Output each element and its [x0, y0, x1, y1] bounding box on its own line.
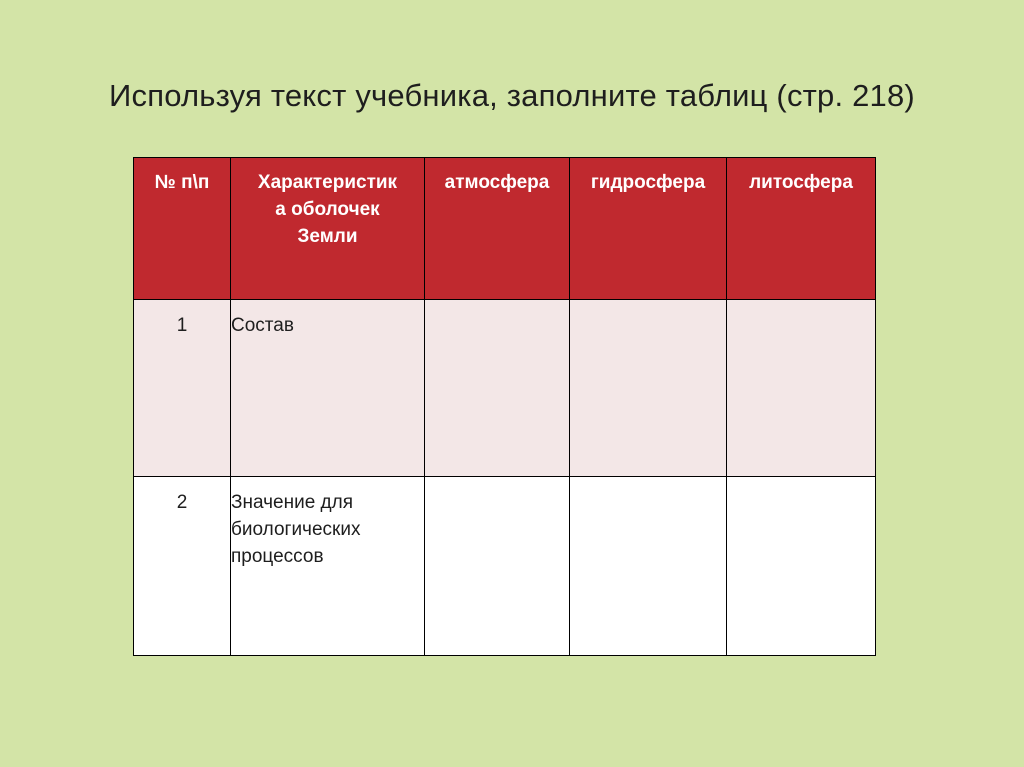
header-characteristic-line: Характеристик: [257, 172, 398, 193]
cell-characteristic-line: биологических: [231, 519, 361, 540]
data-table: [133, 157, 876, 656]
cell-hydrosphere[interactable]: [570, 477, 727, 656]
cell-hydrosphere[interactable]: [570, 300, 727, 477]
cell-atmosphere[interactable]: [425, 300, 570, 477]
header-characteristic: [231, 158, 425, 300]
cell-characteristic: [231, 477, 425, 656]
table-header-row: [134, 158, 876, 300]
cell-characteristic: Состав: [231, 300, 425, 477]
cell-characteristic-line: Значение для: [231, 492, 353, 513]
header-characteristic-line: а оболочек: [275, 199, 380, 220]
header-characteristic-line: Земли: [297, 226, 358, 247]
table-row: [134, 477, 876, 656]
header-lithosphere: литосфера: [727, 158, 876, 300]
cell-atmosphere[interactable]: [425, 477, 570, 656]
header-atmosphere: атмосфера: [425, 158, 570, 300]
cell-characteristic-line: процессов: [231, 546, 324, 567]
slide-title: Используя текст учебника, заполните таблиц (стр. 218): [109, 78, 915, 113]
cell-lithosphere[interactable]: [727, 477, 876, 656]
table-row: [134, 300, 876, 477]
cell-lithosphere[interactable]: [727, 300, 876, 477]
cell-number: 2: [134, 477, 231, 656]
header-hydrosphere: гидросфера: [570, 158, 727, 300]
header-number: № п\п: [134, 158, 231, 300]
cell-number: 1: [134, 300, 231, 477]
